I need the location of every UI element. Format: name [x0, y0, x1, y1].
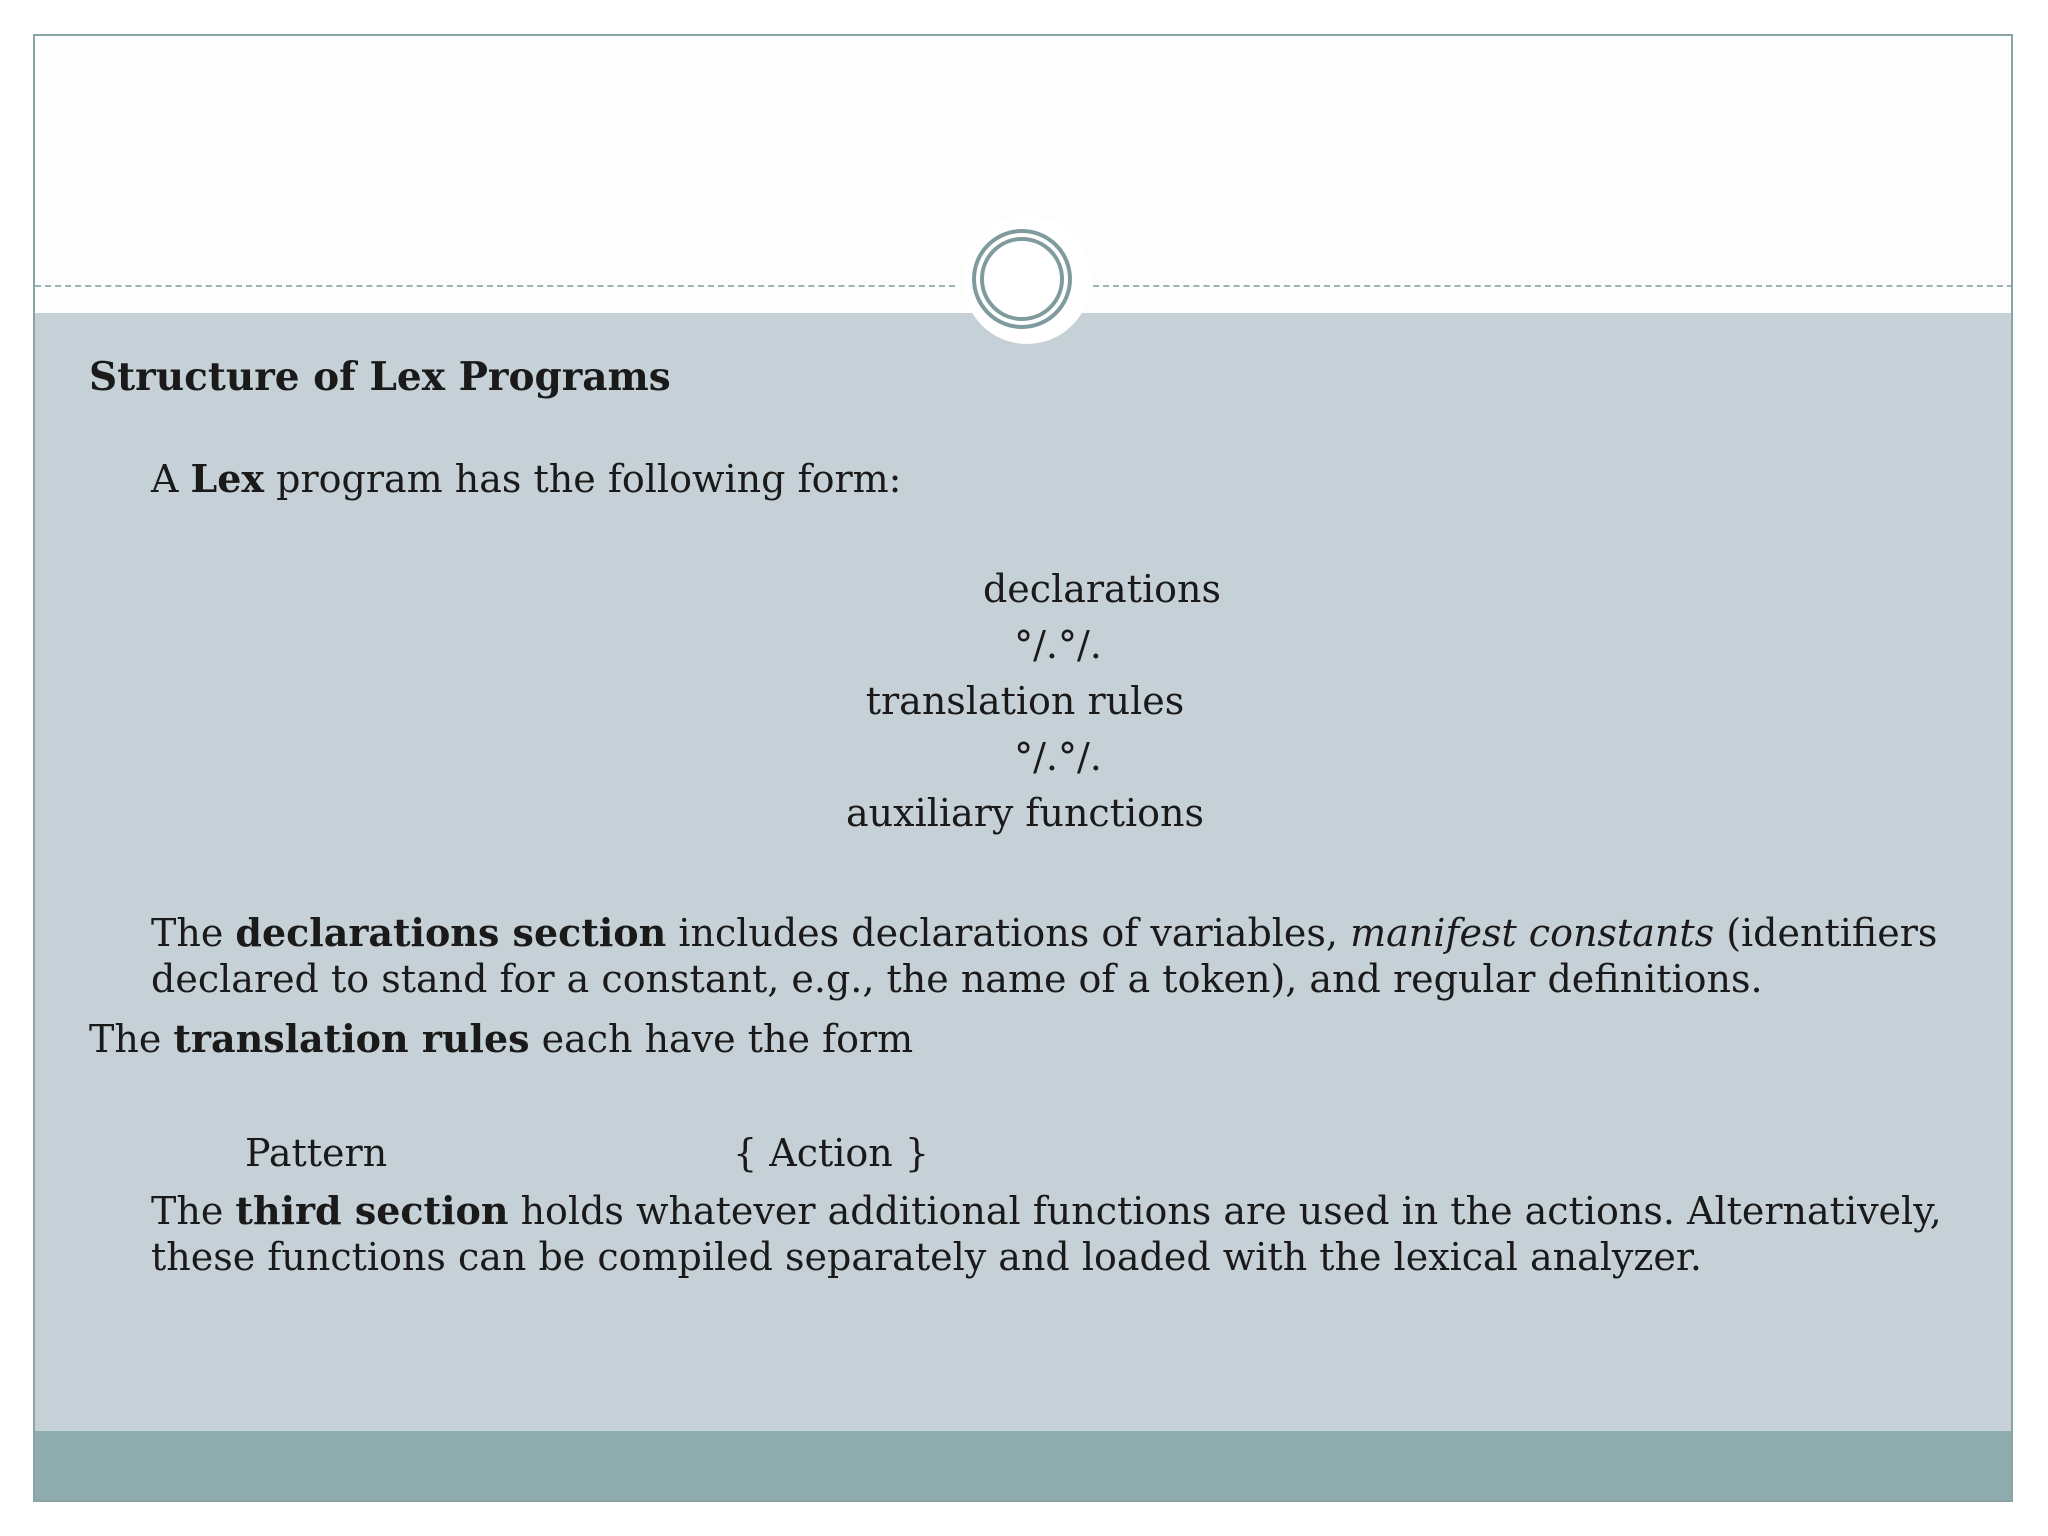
rule-pattern: Pattern: [245, 1131, 388, 1175]
declarations-prefix: The: [151, 911, 236, 955]
translation-rules-suffix: each have the form: [529, 1017, 914, 1061]
third-section-paragraph: [151, 1188, 1957, 1280]
footer-band: [35, 1431, 2011, 1502]
third-section-suffix: holds whatever additional functions are used in the actions. Alternatively,: [508, 1189, 1942, 1233]
form-line-translation-rules: translation rules: [865, 679, 1185, 723]
declarations-italic: manifest constants: [1350, 911, 1715, 955]
slide: [33, 34, 2013, 1502]
form-line-declarations: declarations: [982, 567, 1221, 611]
intro-suffix: program has the following form:: [264, 457, 902, 501]
third-section-line2: these functions can be compiled separately and loaded with the lexical analyzer.: [151, 1235, 1702, 1279]
form-line-auxiliary-functions: auxiliary functions: [846, 791, 1204, 835]
header-divider-left: [35, 285, 955, 287]
translation-rules-prefix: The: [89, 1017, 174, 1061]
translation-rules-bold: translation rules: [173, 1016, 530, 1061]
rule-action: { Action }: [733, 1131, 930, 1175]
form-line-separator-2: °/.°/.: [1014, 735, 1102, 779]
form-line-separator-1: °/.°/.: [1014, 623, 1102, 667]
slide-title: Structure of Lex Programs: [89, 354, 671, 400]
intro-bold-lex: Lex: [190, 456, 265, 501]
circle-ornament-inner: [980, 237, 1064, 321]
declarations-paragraph: [151, 910, 1957, 1002]
declarations-line2: declared to stand for a constant, e.g., the name of a token), and regular definitions.: [151, 957, 1763, 1001]
header-divider-right: [1093, 285, 2013, 287]
declarations-bold: declarations section: [235, 910, 667, 955]
declarations-suffix: (identifiers: [1714, 911, 1938, 955]
third-section-bold: third section: [235, 1188, 509, 1233]
declarations-middle: includes declarations of variables,: [666, 911, 1351, 955]
translation-rules-line: [89, 1016, 913, 1062]
third-section-prefix: The: [151, 1189, 236, 1233]
intro-line: [151, 456, 901, 502]
intro-prefix: A: [151, 457, 191, 501]
